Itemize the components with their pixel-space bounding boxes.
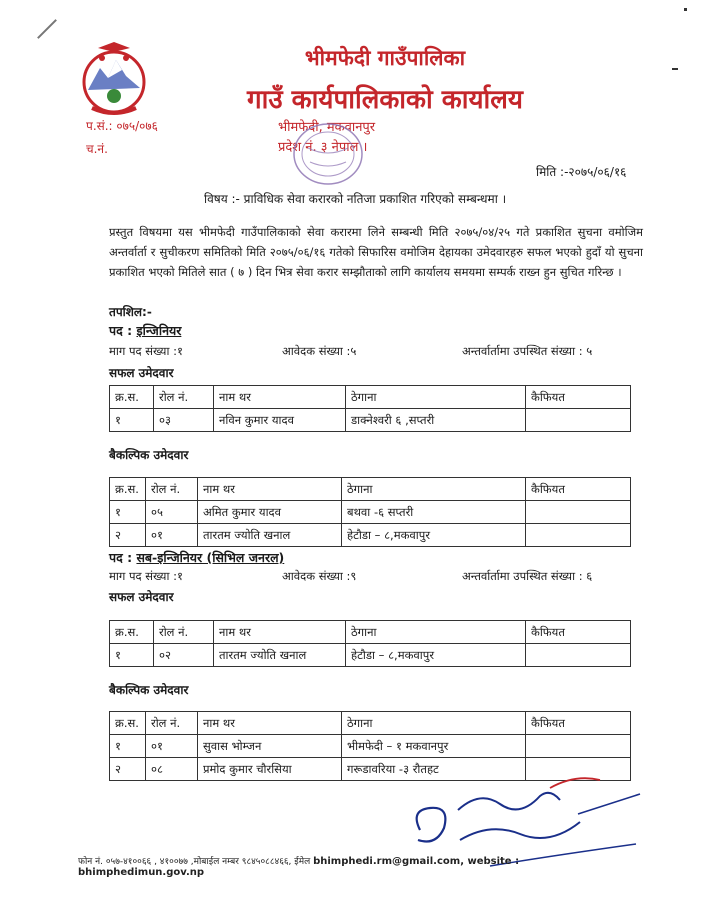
header-remarks: कैफियत — [526, 621, 631, 644]
header-sn: क्र.स. — [110, 621, 154, 644]
table-header-row — [110, 386, 631, 409]
details-label: तपशिल:- — [109, 305, 152, 319]
post-name: सब-इन्जिनियर (सिभिल जनरल) — [136, 550, 285, 565]
post-prefix: पद : — [109, 323, 133, 338]
post-name: इन्जिनियर — [136, 323, 182, 338]
header-name: नाम थर — [198, 478, 342, 501]
cell-address: हेटौडा – ८,मकवापुर — [346, 644, 526, 667]
address-line-1: भीमफेदी, मकवानपुर — [278, 120, 376, 135]
header-address: ठेगाना — [342, 712, 526, 735]
cell-remarks — [526, 735, 631, 758]
header-address: ठेगाना — [346, 621, 526, 644]
success-label: सफल उमेदवार — [109, 590, 174, 604]
cell-remarks — [526, 501, 631, 524]
header-remarks: कैफियत — [526, 712, 631, 735]
header-name: नाम थर — [214, 621, 346, 644]
alternate-label: बैकल्पिक उमेदवार — [109, 683, 189, 697]
cell-address: गरूडावरिया -३ रौतहट — [342, 758, 526, 781]
nepal-emblem-icon — [78, 38, 150, 116]
cell-sn: १ — [110, 735, 146, 758]
post-prefix: पद : — [109, 550, 133, 565]
notice-body: प्रस्तुत विषयमा यस भीमफेदी गाउँपालिकाको सेवा करारमा लिने सम्बन्धी मिति २०७५/०४/२५ गते प्रकाशित सुचना वमोजिम अन्तर्वार्ता र सुचीकरण समितिको मिति २०७५/०६/१६ गतेको सिफारिस वमोजिम देहायका उमेदवारहरु सफल भएको हुदाँ यो सुचना प्रकाशित भएको मितिले सात ( ७ ) दिन भित्र सेवा करार सम्झौताको लागि कार्यालय समयमा सम्पर्क राख्न हुन सुचित गरिन्छ । — [109, 225, 643, 279]
cell-address: डाक्नेश्वरी ६ ,सप्तरी — [346, 409, 526, 432]
cell-name: प्रमोद कुमार चौरसिया — [198, 758, 342, 781]
alternate-label: बैकल्पिक उमेदवार — [109, 448, 189, 462]
footer-contact — [78, 854, 618, 878]
office-title: गाउँ कार्यपालिकाको कार्यालय — [247, 85, 523, 115]
header-remarks: कैफियत — [526, 478, 631, 501]
post-title-engineer — [109, 322, 181, 339]
cell-name: तारतम ज्योति खनाल — [214, 644, 346, 667]
alternate-table-engineer — [109, 477, 631, 547]
success-label: सफल उमेदवार — [109, 366, 174, 380]
cell-roll: ०८ — [146, 758, 198, 781]
footer-website[interactable]: bhimphedimun.gov.np — [78, 867, 205, 878]
cell-roll: ०२ — [154, 644, 214, 667]
success-table-engineer — [109, 385, 631, 432]
demand-count: माग पद संख्या :१ — [109, 344, 183, 358]
cell-name: सुवास भोम्जन — [198, 735, 342, 758]
cell-sn: २ — [110, 524, 146, 547]
header-sn: क्र.स. — [110, 386, 154, 409]
cell-name: तारतम ज्योति खनाल — [198, 524, 342, 547]
cell-name: नविन कुमार यादव — [214, 409, 346, 432]
table-row — [110, 501, 631, 524]
table-row — [110, 644, 631, 667]
table-header-row — [110, 712, 631, 735]
document-date: मिति :-२०७५/०६/१६ — [536, 165, 627, 179]
header-address: ठेगाना — [342, 478, 526, 501]
header-sn: क्र.स. — [110, 478, 146, 501]
address-line-2: प्रदेश नं. ३ नेपाल । — [278, 140, 368, 155]
footer-phone: फोन नं. ०५७-४१००६६ , ४१००७७ ,मोबाईल नम्बर ९८४५०८८४६६, ईमेल — [78, 857, 311, 867]
success-table-sub-engineer — [109, 620, 631, 667]
cell-roll: ०३ — [154, 409, 214, 432]
footer-email[interactable]: bhimphedi.rm@gmail.com — [313, 856, 461, 867]
header-roll: रोल नं. — [154, 621, 214, 644]
applicant-count: आवेदक संख्या :५ — [282, 344, 357, 358]
scan-dash — [672, 68, 678, 70]
cell-address: बथवा -६ सप्तरी — [342, 501, 526, 524]
cell-remarks — [526, 524, 631, 547]
cell-roll: ०१ — [146, 524, 198, 547]
header-address: ठेगाना — [346, 386, 526, 409]
table-header-row — [110, 478, 631, 501]
demand-count: माग पद संख्या :१ — [109, 569, 183, 583]
interview-count: अन्तर्वार्तामा उपस्थित संख्या : ५ — [462, 344, 593, 358]
cell-sn: १ — [110, 644, 154, 667]
cell-remarks — [526, 644, 631, 667]
header-name: नाम थर — [198, 712, 342, 735]
header-roll: रोल नं. — [146, 478, 198, 501]
table-row — [110, 524, 631, 547]
header-roll: रोल नं. — [146, 712, 198, 735]
cell-sn: १ — [110, 501, 146, 524]
scan-dot — [684, 8, 687, 11]
municipality-name: भीमफेदी गाउँपालिका — [304, 46, 466, 70]
cell-address: हेटौडा – ८,मकवापुर — [342, 524, 526, 547]
office-stamp-icon — [268, 118, 388, 190]
header-name: नाम थर — [214, 386, 346, 409]
cell-roll: ०१ — [146, 735, 198, 758]
header-remarks: कैफियत — [526, 386, 631, 409]
cell-address: भीमफेदी – १ मकवानपुर — [342, 735, 526, 758]
reference-number: प.सं.: ०७५/०७६ — [86, 119, 158, 133]
footer-website-label: , website : — [460, 856, 520, 867]
interview-count: अन्तर्वार्तामा उपस्थित संख्या : ६ — [462, 569, 593, 583]
cell-sn: १ — [110, 409, 154, 432]
subject-line: विषय :- प्राविधिक सेवा करारको नतिजा प्रकाशित गरिएको सम्बन्धमा । — [204, 192, 507, 206]
cell-name: अमित कुमार यादव — [198, 501, 342, 524]
table-row — [110, 409, 631, 432]
table-header-row — [110, 621, 631, 644]
header-sn: क्र.स. — [110, 712, 146, 735]
post-title-sub-engineer — [109, 549, 284, 566]
corner-pen-mark — [37, 19, 57, 39]
table-row — [110, 735, 631, 758]
cell-sn: २ — [110, 758, 146, 781]
cell-roll: ०५ — [146, 501, 198, 524]
header-roll: रोल नं. — [154, 386, 214, 409]
dispatch-number: च.नं. — [86, 142, 108, 156]
cell-remarks — [526, 409, 631, 432]
applicant-count: आवेदक संख्या :९ — [282, 569, 357, 583]
